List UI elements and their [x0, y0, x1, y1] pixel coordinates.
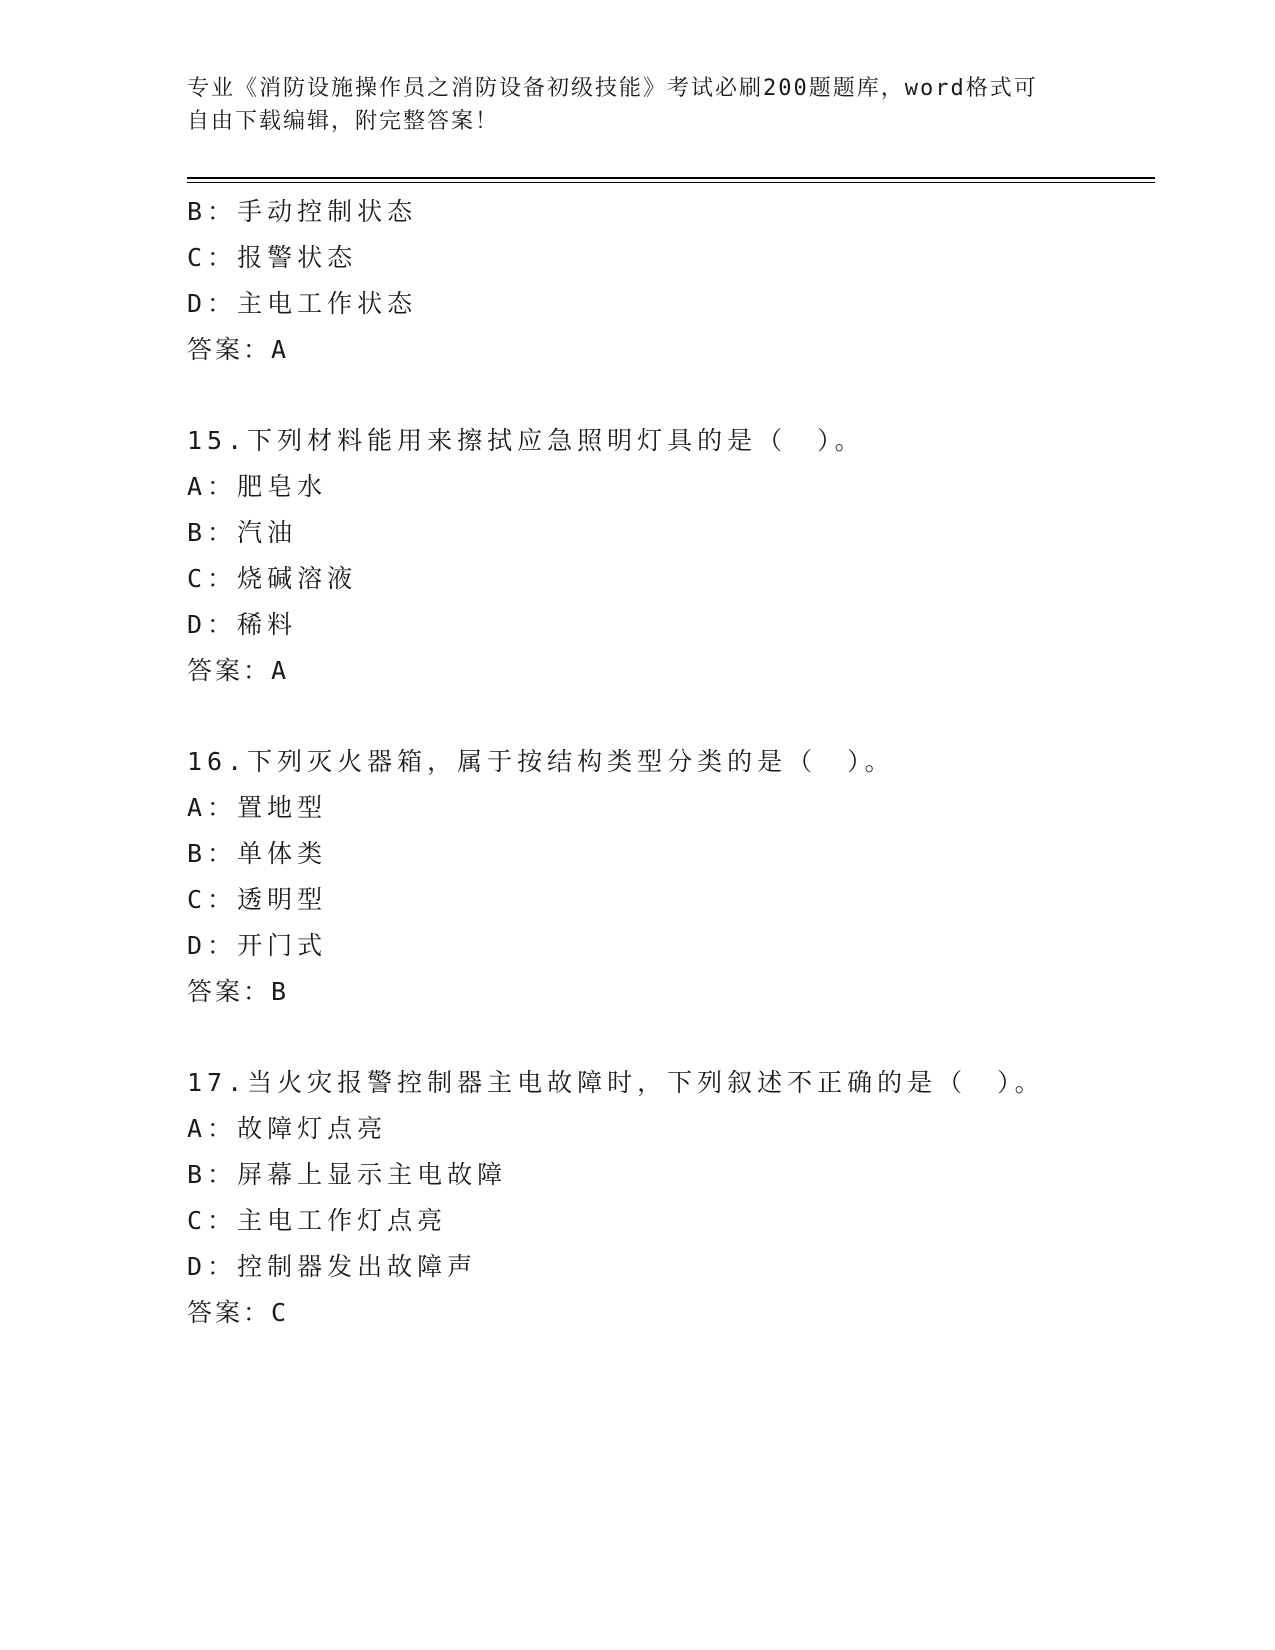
option-a: A：肥皂水 — [187, 472, 328, 501]
option-c: C：主电工作灯点亮 — [187, 1206, 448, 1235]
answer-value: B — [271, 977, 292, 1006]
answer-value: C — [271, 1298, 292, 1327]
option-d: D：开门式 — [187, 931, 328, 960]
question-list — [187, 189, 1147, 1336]
option-b: B：汽油 — [187, 518, 298, 547]
question-17 — [187, 1060, 1147, 1336]
question-15 — [187, 418, 1147, 694]
question-stem: 15.下列材料能用来擦拭应急照明灯具的是（ ）。 — [187, 426, 865, 455]
answer-value: A — [271, 656, 292, 685]
question-stem: 16.下列灭火器箱，属于按结构类型分类的是（ ）。 — [187, 747, 895, 776]
partial-question — [187, 189, 1147, 373]
option-b: B：屏幕上显示主电故障 — [187, 1160, 508, 1189]
answer-line: 答案：B — [187, 977, 292, 1006]
header-line-1: 专业《消防设施操作员之消防设备初级技能》考试必刷200题题库，word格式可 — [187, 76, 1038, 101]
question-stem: 17.当火灾报警控制器主电故障时，下列叙述不正确的是（ ）。 — [187, 1068, 1045, 1097]
option-b: B：单体类 — [187, 839, 328, 868]
option-a: A：故障灯点亮 — [187, 1114, 388, 1143]
option-a: A：置地型 — [187, 793, 328, 822]
header-divider — [187, 177, 1155, 183]
answer-value: A — [271, 335, 292, 364]
option-d: D：控制器发出故障声 — [187, 1252, 478, 1281]
answer-line: 答案：A — [187, 656, 292, 685]
option-d: D：稀料 — [187, 610, 298, 639]
spacer — [187, 1015, 1147, 1060]
question-16 — [187, 739, 1147, 1015]
spacer — [187, 694, 1147, 739]
option-c: C：透明型 — [187, 885, 328, 914]
option-b: B：手动控制状态 — [187, 197, 418, 226]
option-d: D：主电工作状态 — [187, 289, 418, 318]
option-c: C：报警状态 — [187, 243, 358, 272]
spacer — [187, 373, 1147, 418]
answer-line: 答案：C — [187, 1298, 292, 1327]
answer-line: 答案：A — [187, 335, 292, 364]
header-line-2: 自由下载编辑，附完整答案！ — [187, 109, 500, 134]
document-header — [187, 72, 1067, 138]
option-c: C：烧碱溶液 — [187, 564, 358, 593]
